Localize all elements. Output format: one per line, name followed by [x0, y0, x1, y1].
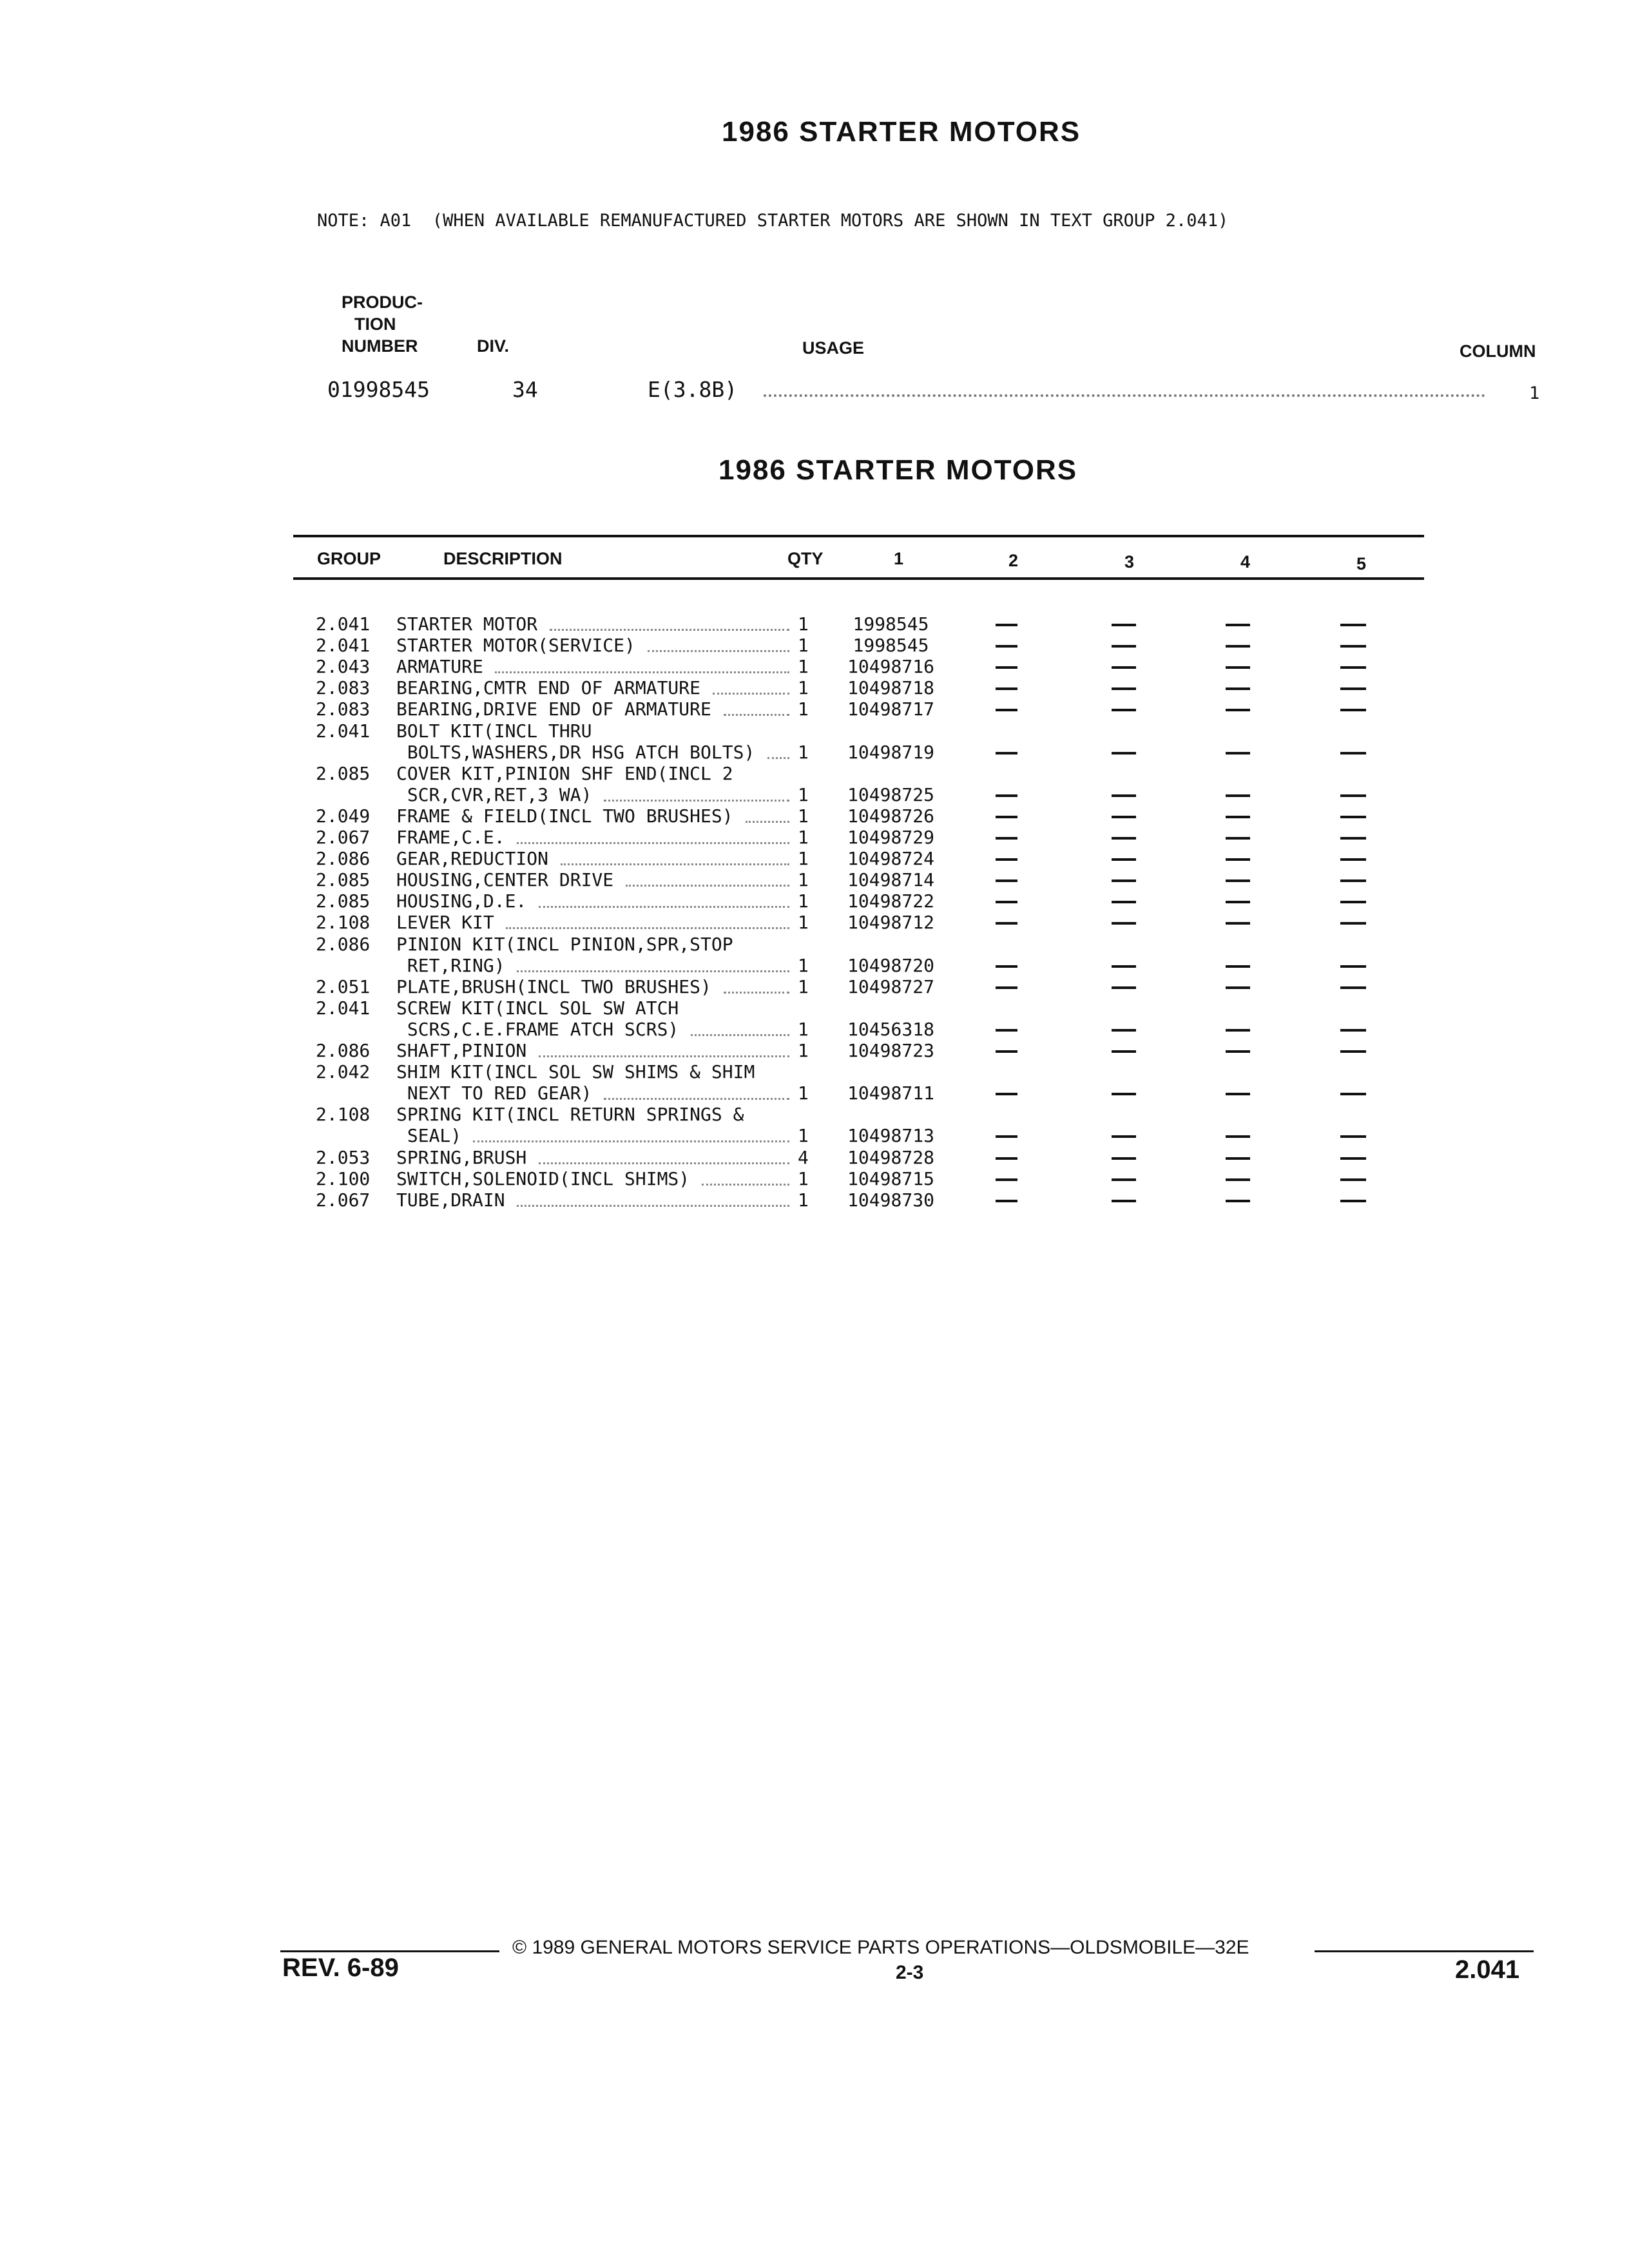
column-4-dash: [1226, 879, 1250, 882]
description-cell: GEAR,REDUCTION: [396, 848, 549, 869]
production-number-header-3: NUMBER: [342, 336, 418, 356]
part-number-cell: 10498727: [847, 976, 934, 997]
column-4-dash: [1226, 922, 1250, 925]
table-row: [0, 890, 1629, 912]
column-3-dash: [1112, 1157, 1136, 1160]
table-row: [0, 1125, 1629, 1146]
table-row: [0, 869, 1629, 890]
table-row: [0, 720, 1629, 742]
column-5-dash: [1340, 879, 1366, 882]
group-cell: 2.042: [316, 1061, 371, 1082]
qty-cell: 4: [798, 1147, 809, 1168]
part-number-cell: 10498712: [847, 912, 934, 933]
qty-cell: 1: [798, 613, 809, 635]
column-5-dash: [1340, 794, 1366, 797]
column-5-dash: [1340, 1135, 1366, 1138]
column-2-dash: [996, 965, 1017, 968]
column-2-dash: [996, 645, 1017, 648]
leader-dots: [724, 714, 789, 716]
column-3-dash: [1112, 645, 1136, 648]
leader-dots: [767, 757, 789, 759]
leader-dots: [539, 1055, 789, 1057]
qty-cell: 1: [798, 1082, 809, 1104]
leader-dots: [506, 927, 789, 929]
leader-dots: [517, 842, 789, 844]
qty-cell: 1: [798, 1125, 809, 1146]
description-cell: BOLTS,WASHERS,DR HSG ATCH BOLTS): [396, 742, 755, 763]
qty-cell: 1: [798, 784, 809, 805]
footer-section-number: 2.041: [1455, 1956, 1520, 1984]
table-row: [0, 784, 1629, 805]
column-2-header: 2: [1008, 551, 1019, 570]
table-row: [0, 1061, 1629, 1082]
table-row: [0, 1168, 1629, 1189]
column-2-dash: [996, 752, 1017, 754]
part-number-cell: 10498729: [847, 827, 934, 848]
part-number-cell: 1998545: [853, 635, 929, 656]
part-number-cell: 10498728: [847, 1147, 934, 1168]
group-header: GROUP: [317, 549, 381, 568]
description-cell: SCR,CVR,RET,3 WA): [396, 784, 592, 805]
column-5-header: 5: [1356, 554, 1367, 573]
section-title: 1986 STARTER MOTORS: [718, 454, 1078, 486]
table-row: [0, 1147, 1629, 1168]
column-2-dash: [996, 1178, 1017, 1181]
qty-cell: 1: [798, 1019, 809, 1040]
qty-cell: 1: [798, 677, 809, 698]
leader-dots: [539, 906, 789, 908]
group-cell: 2.067: [316, 827, 371, 848]
group-cell: 2.043: [316, 656, 371, 677]
group-cell: 2.085: [316, 890, 371, 912]
column-4-dash: [1226, 1029, 1250, 1032]
part-number-cell: 10498718: [847, 677, 934, 698]
table-row: [0, 656, 1629, 677]
column-3-header: 3: [1124, 552, 1135, 572]
column-2-dash: [996, 837, 1017, 840]
footer-page-number: 2-3: [896, 1962, 924, 1983]
leader-dots: [746, 821, 789, 823]
column-4-dash: [1226, 816, 1250, 818]
table-row: [0, 613, 1629, 635]
column-3-dash: [1112, 986, 1136, 989]
leader-dots: [517, 970, 789, 972]
column-2-dash: [996, 794, 1017, 797]
column-3-dash: [1112, 624, 1136, 626]
column-2-dash: [996, 624, 1017, 626]
column-5-dash: [1340, 837, 1366, 840]
group-cell: 2.086: [316, 934, 371, 955]
description-cell: BOLT KIT(INCL THRU: [396, 720, 592, 742]
group-cell: 2.085: [316, 869, 371, 890]
column-4-dash: [1226, 1178, 1250, 1181]
part-number-cell: 10498713: [847, 1125, 934, 1146]
leader-dots: [702, 1184, 789, 1186]
qty-cell: 1: [798, 912, 809, 933]
column-4-dash: [1226, 837, 1250, 840]
leader-dots: [517, 1205, 789, 1207]
column-3-dash: [1112, 965, 1136, 968]
table-row: [0, 955, 1629, 976]
column-3-dash: [1112, 816, 1136, 818]
column-5-dash: [1340, 1029, 1366, 1032]
part-number-cell: 10498725: [847, 784, 934, 805]
column-3-dash: [1112, 1135, 1136, 1138]
group-cell: 2.049: [316, 805, 371, 827]
column-4-dash: [1226, 901, 1250, 903]
description-cell: STARTER MOTOR: [396, 613, 538, 635]
qty-cell: 1: [798, 1040, 809, 1061]
part-number-cell: 10498719: [847, 742, 934, 763]
page-title: 1986 STARTER MOTORS: [722, 116, 1081, 148]
leader-dots: [495, 671, 789, 673]
usage-header: USAGE: [802, 338, 865, 358]
part-number-cell: 10498714: [847, 869, 934, 890]
description-cell: FRAME & FIELD(INCL TWO BRUSHES): [396, 805, 733, 827]
table-row: [0, 698, 1629, 720]
table-row: [0, 742, 1629, 763]
description-cell: FRAME,C.E.: [396, 827, 505, 848]
leader-dots: [473, 1140, 789, 1142]
column-2-dash: [996, 1093, 1017, 1095]
leader-dots: [539, 1162, 789, 1164]
footer-revision: REV. 6-89: [282, 1954, 399, 1982]
column-3-dash: [1112, 879, 1136, 882]
column-4-dash: [1226, 687, 1250, 690]
column-3-dash: [1112, 1178, 1136, 1181]
description-cell: SPRING KIT(INCL RETURN SPRINGS &: [396, 1104, 744, 1125]
group-cell: 2.067: [316, 1189, 371, 1211]
column-3-dash: [1112, 1200, 1136, 1202]
column-5-dash: [1340, 922, 1366, 925]
column-2-dash: [996, 666, 1017, 669]
qty-cell: 1: [798, 955, 809, 976]
table-row: [0, 1040, 1629, 1061]
footer-left-rule: [280, 1950, 499, 1952]
description-header: DESCRIPTION: [443, 549, 563, 568]
column-5-dash: [1340, 1050, 1366, 1053]
column-3-dash: [1112, 901, 1136, 903]
note-text: NOTE: A01 (WHEN AVAILABLE REMANUFACTURED STARTER MOTORS ARE SHOWN IN TEXT GROUP 2.041): [317, 211, 1229, 231]
table-row: [0, 976, 1629, 997]
qty-cell: 1: [798, 869, 809, 890]
qty-cell: 1: [798, 805, 809, 827]
group-cell: 2.041: [316, 635, 371, 656]
column-4-dash: [1226, 965, 1250, 968]
description-cell: COVER KIT,PINION SHF END(INCL 2: [396, 763, 733, 784]
table-header-rule: [293, 577, 1424, 580]
description-cell: STARTER MOTOR(SERVICE): [396, 635, 635, 656]
group-cell: 2.108: [316, 912, 371, 933]
part-number-cell: 10498716: [847, 656, 934, 677]
description-cell: PINION KIT(INCL PINION,SPR,STOP: [396, 934, 733, 955]
column-5-dash: [1340, 1157, 1366, 1160]
column-2-dash: [996, 709, 1017, 711]
column-3-dash: [1112, 1093, 1136, 1095]
part-number-cell: 10498711: [847, 1082, 934, 1104]
part-number-cell: 10498724: [847, 848, 934, 869]
column-3-dash: [1112, 922, 1136, 925]
table-row: [0, 805, 1629, 827]
column-5-dash: [1340, 986, 1366, 989]
qty-cell: 1: [798, 656, 809, 677]
table-row: [0, 1082, 1629, 1104]
column-5-dash: [1340, 752, 1366, 754]
column-3-dash: [1112, 858, 1136, 861]
group-cell: 2.086: [316, 1040, 371, 1061]
table-row: [0, 1189, 1629, 1211]
part-number-cell: 10498723: [847, 1040, 934, 1061]
column-4-dash: [1226, 1200, 1250, 1202]
group-cell: 2.041: [316, 613, 371, 635]
description-cell: RET,RING): [396, 955, 505, 976]
group-cell: 2.086: [316, 848, 371, 869]
description-cell: PLATE,BRUSH(INCL TWO BRUSHES): [396, 976, 711, 997]
column-5-dash: [1340, 645, 1366, 648]
column-5-dash: [1340, 624, 1366, 626]
qty-cell: 1: [798, 742, 809, 763]
column-4-dash: [1226, 794, 1250, 797]
div-header: DIV.: [477, 336, 510, 356]
usage-leader-dots: [764, 394, 1485, 397]
column-3-dash: [1112, 666, 1136, 669]
description-cell: SPRING,BRUSH: [396, 1147, 527, 1168]
part-number-cell: 1998545: [853, 613, 929, 635]
column-5-dash: [1340, 1178, 1366, 1181]
part-number-cell: 10498730: [847, 1189, 934, 1211]
part-number-cell: 10498717: [847, 698, 934, 720]
table-row: [0, 912, 1629, 933]
column-2-dash: [996, 1157, 1017, 1160]
table-row: [0, 677, 1629, 698]
column-3-dash: [1112, 1029, 1136, 1032]
group-cell: 2.053: [316, 1147, 371, 1168]
group-cell: 2.041: [316, 997, 371, 1019]
column-3-dash: [1112, 709, 1136, 711]
table-row: [0, 1019, 1629, 1040]
group-cell: 2.085: [316, 763, 371, 784]
production-number-header-1: PRODUC-: [342, 293, 423, 312]
column-2-dash: [996, 1050, 1017, 1053]
description-cell: SCRS,C.E.FRAME ATCH SCRS): [396, 1019, 679, 1040]
table-row: [0, 1104, 1629, 1125]
leader-dots: [550, 629, 789, 631]
column-4-dash: [1226, 752, 1250, 754]
group-cell: 2.083: [316, 698, 371, 720]
column-4-dash: [1226, 858, 1250, 861]
qty-cell: 1: [798, 976, 809, 997]
part-number-cell: 10498722: [847, 890, 934, 912]
column-2-dash: [996, 816, 1017, 818]
description-cell: TUBE,DRAIN: [396, 1189, 505, 1211]
column-2-dash: [996, 986, 1017, 989]
column-4-dash: [1226, 645, 1250, 648]
production-usage: E(3.8B): [648, 377, 738, 402]
column-4-dash: [1226, 709, 1250, 711]
table-row: [0, 827, 1629, 848]
qty-header: QTY: [787, 549, 824, 568]
group-cell: 2.083: [316, 677, 371, 698]
column-4-dash: [1226, 1050, 1250, 1053]
column-header: COLUMN: [1460, 341, 1536, 361]
leader-dots: [691, 1034, 789, 1036]
column-3-dash: [1112, 752, 1136, 754]
description-cell: NEXT TO RED GEAR): [396, 1082, 592, 1104]
column-5-dash: [1340, 901, 1366, 903]
description-cell: BEARING,DRIVE END OF ARMATURE: [396, 698, 711, 720]
column-3-dash: [1112, 837, 1136, 840]
production-column: 1: [1529, 383, 1540, 403]
column-4-dash: [1226, 1093, 1250, 1095]
description-cell: SHIM KIT(INCL SOL SW SHIMS & SHIM: [396, 1061, 755, 1082]
column-5-dash: [1340, 965, 1366, 968]
column-1-header: 1: [894, 549, 904, 568]
description-cell: HOUSING,CENTER DRIVE: [396, 869, 614, 890]
column-4-dash: [1226, 666, 1250, 669]
column-3-dash: [1112, 687, 1136, 690]
column-4-dash: [1226, 1157, 1250, 1160]
qty-cell: 1: [798, 890, 809, 912]
footer-copyright: © 1989 GENERAL MOTORS SERVICE PARTS OPERATIONS—OLDSMOBILE—32E: [512, 1937, 1249, 1958]
column-2-dash: [996, 901, 1017, 903]
group-cell: 2.100: [316, 1168, 371, 1189]
description-cell: ARMATURE: [396, 656, 483, 677]
column-5-dash: [1340, 687, 1366, 690]
qty-cell: 1: [798, 1189, 809, 1211]
qty-cell: 1: [798, 848, 809, 869]
column-2-dash: [996, 858, 1017, 861]
leader-dots: [604, 800, 789, 802]
table-top-rule: [293, 535, 1424, 537]
qty-cell: 1: [798, 635, 809, 656]
leader-dots: [561, 863, 789, 865]
description-cell: HOUSING,D.E.: [396, 890, 527, 912]
qty-cell: 1: [798, 827, 809, 848]
part-number-cell: 10456318: [847, 1019, 934, 1040]
column-5-dash: [1340, 816, 1366, 818]
group-cell: 2.051: [316, 976, 371, 997]
column-2-dash: [996, 1135, 1017, 1138]
table-row: [0, 763, 1629, 784]
description-cell: SHAFT,PINION: [396, 1040, 527, 1061]
production-number-header-2: TION: [354, 314, 396, 334]
description-cell: SWITCH,SOLENOID(INCL SHIMS): [396, 1168, 690, 1189]
leader-dots: [626, 885, 789, 887]
production-div: 34: [512, 377, 538, 402]
column-2-dash: [996, 687, 1017, 690]
column-2-dash: [996, 922, 1017, 925]
table-row: [0, 848, 1629, 869]
description-cell: BEARING,CMTR END OF ARMATURE: [396, 677, 701, 698]
part-number-cell: 10498726: [847, 805, 934, 827]
qty-cell: 1: [798, 698, 809, 720]
production-number: 01998545: [327, 377, 430, 402]
group-cell: 2.108: [316, 1104, 371, 1125]
part-number-cell: 10498720: [847, 955, 934, 976]
column-4-dash: [1226, 624, 1250, 626]
column-5-dash: [1340, 1093, 1366, 1095]
group-cell: 2.041: [316, 720, 371, 742]
column-5-dash: [1340, 1200, 1366, 1202]
column-2-dash: [996, 879, 1017, 882]
part-number-cell: 10498715: [847, 1168, 934, 1189]
table-row: [0, 635, 1629, 656]
column-5-dash: [1340, 858, 1366, 861]
column-4-dash: [1226, 986, 1250, 989]
column-4-header: 4: [1240, 552, 1251, 572]
table-row: [0, 997, 1629, 1019]
column-2-dash: [996, 1200, 1017, 1202]
description-cell: SCREW KIT(INCL SOL SW ATCH: [396, 997, 679, 1019]
column-2-dash: [996, 1029, 1017, 1032]
qty-cell: 1: [798, 1168, 809, 1189]
description-cell: LEVER KIT: [396, 912, 494, 933]
column-5-dash: [1340, 666, 1366, 669]
column-5-dash: [1340, 709, 1366, 711]
column-4-dash: [1226, 1135, 1250, 1138]
leader-dots: [604, 1098, 789, 1100]
table-row: [0, 934, 1629, 955]
column-3-dash: [1112, 794, 1136, 797]
footer-right-rule: [1315, 1950, 1534, 1952]
leader-dots: [648, 650, 789, 652]
description-cell: SEAL): [396, 1125, 462, 1146]
column-3-dash: [1112, 1050, 1136, 1053]
leader-dots: [713, 693, 789, 695]
leader-dots: [724, 992, 789, 994]
